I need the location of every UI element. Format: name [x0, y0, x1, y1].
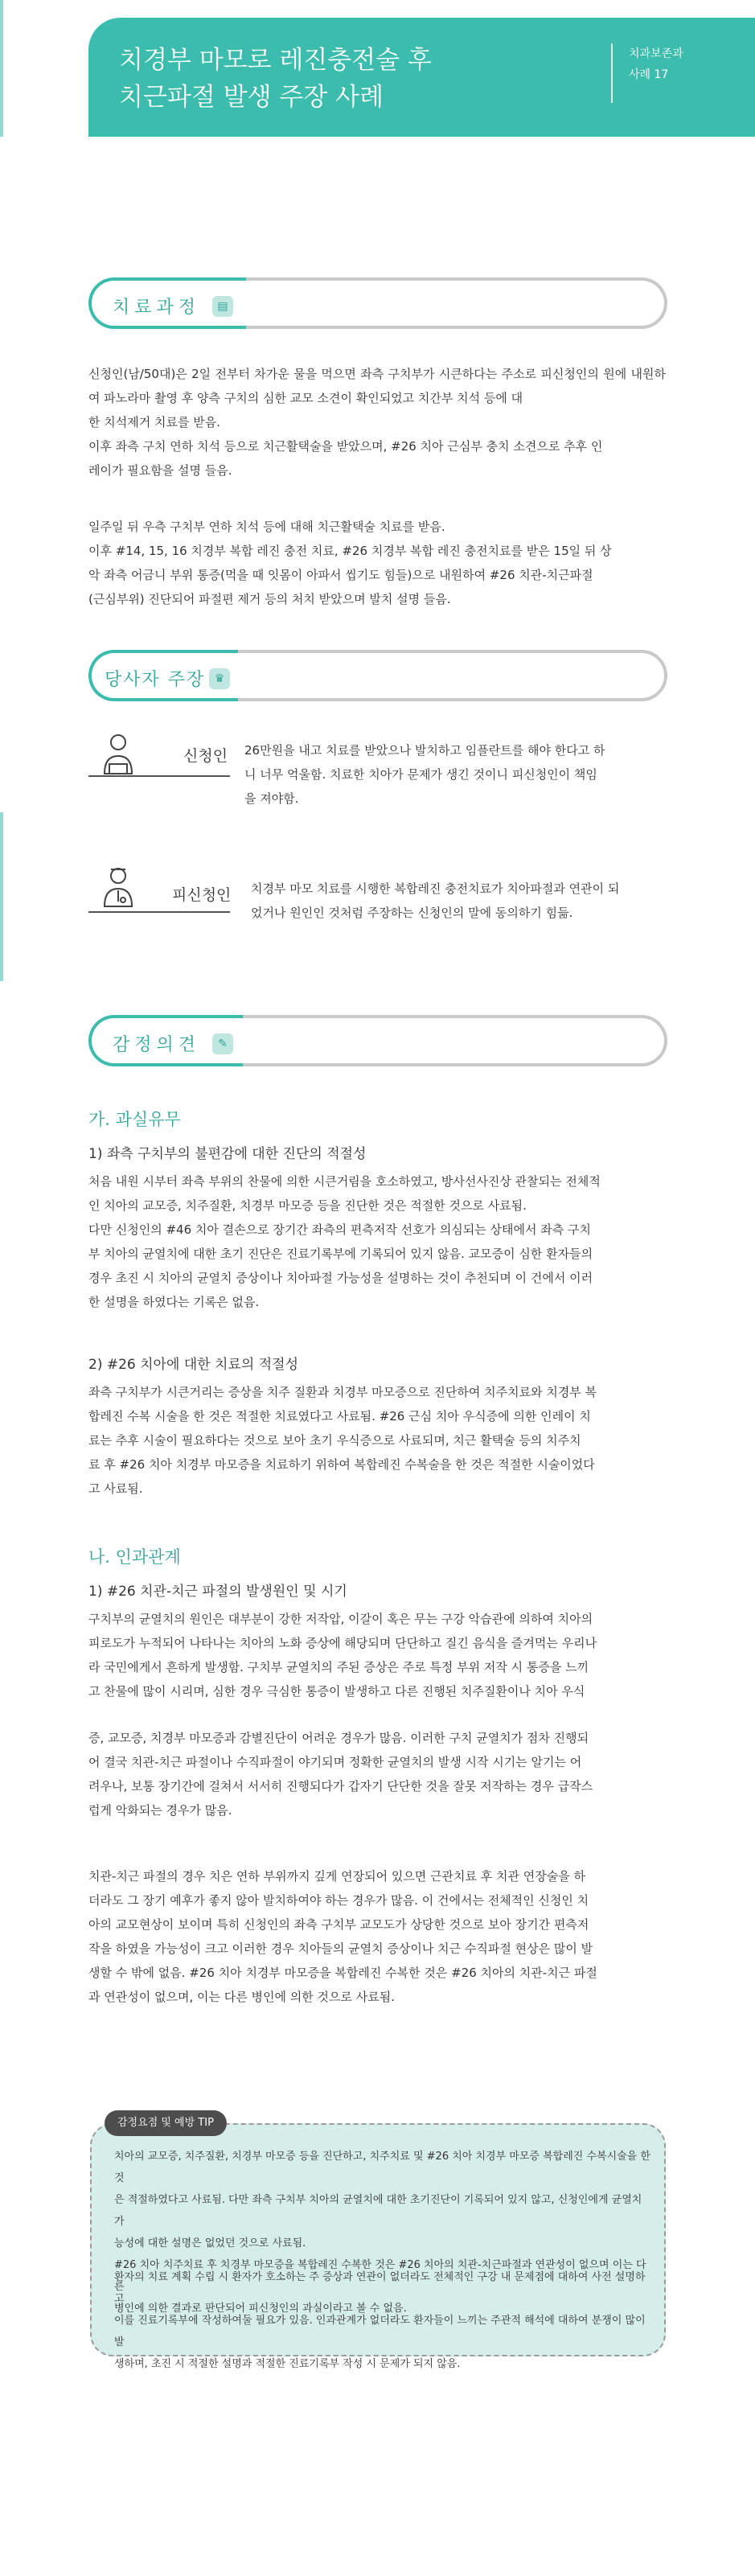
item-heading-treatment: 2) #26 치아에 대한 치료의 적절성: [88, 1357, 298, 1373]
page-header: [88, 18, 755, 137]
category-label: 치과보존과: [629, 47, 683, 60]
tip-tag: 감정요점 및 예방 TIP: [105, 2110, 227, 2136]
tip-text-1: 치아의 교모증, 치주질환, 치경부 마모증 등을 진단하고, 치주치료 및 #26 치아 치경부 마모증 복합레진 수복시술을 한 것 은 적절하였다고 사료됨. 다만 좌측 구치부 치아의 균열치에 대한 초기진단이 기록되어 있지 않고, 신청인에게 균열치 가 능성에 대한 설명은 없었던 것으로 사료됨. #26 치아 치주치료 후 치경부 마모증을 복합레진 수복한 것은 #26 치아의 치관-치근파절과 연관성이 없으며 이는 다른 병인에 의한 결과로 판단되어 피신청인의 과실이라고 볼 수 없음.: [114, 2151, 650, 2315]
respondent-claim: 치경부 마모 치료를 시행한 복합레진 충전치료가 치아파절과 연관이 되 었거나 원인인 것처럼 주장하는 신청인의 말에 동의하기 힘듦.: [251, 881, 620, 920]
subheading-causation: 나. 인과관계: [88, 1547, 181, 1567]
patient-icon: [98, 732, 138, 775]
section-rule: [246, 277, 667, 329]
respondent-label: 피신청인: [172, 886, 232, 904]
section-title: 당사자 주장: [105, 670, 206, 690]
clipboard-icon: ▤: [212, 296, 233, 317]
doctor-icon: [98, 865, 138, 908]
treatment-appropriateness-text: 좌측 구치부가 시큰거리는 증상을 치주 질환과 치경부 마모증으로 진단하여 치주치료와 치경부 복 합레진 수복 시술을 한 것은 적절한 치료였다고 사료됨. #26 근심 치아 우식증에 의한 인레이 치 료는 추후 시술이 필요하다는 것으로 보아 초기 우식증으로 사료되며, 치근 활택술 등의 치주치 료 후 #26 치아 치경부 마모증을 치료하기 위하여 복합레진 수복술을 한 것은 적절한 시술이었다 고 사료됨.: [88, 1385, 597, 1496]
person-icon: ♛: [209, 668, 230, 689]
section-header-opinion: [88, 1015, 667, 1066]
cause-text-2: 증, 교모증, 치경부 마모증과 감별진단이 어려운 경우가 많음. 이러한 구치 균열치가 점차 진행되 어 결국 치관-치근 파절이나 수직파절이 야기되며 정확한 균열치의 발생 시작 시기는 알기는 어 려우나, 보통 장기간에 걸쳐서 서서히 진행되다가 갑자기 단단한 것을 잘못 저작하는 경우 급작스 럽게 악화되는 경우가 많음.: [88, 1731, 593, 1818]
applicant-claim: 26만원을 내고 치료를 받았으나 발치하고 임플란트를 해야 한다고 하 니 너무 억울함. 치료한 치아가 문제가 생긴 것이니 피신청인이 책임 을 져야함.: [244, 743, 605, 806]
respondent-rule: [88, 911, 230, 913]
subheading-negligence: 가. 과실유무: [88, 1110, 181, 1129]
tip-text-2: 환자의 치료 계획 수립 시 환자가 호소하는 주 증상과 연관이 없더라도 전체적인 구강 내 문제점에 대하여 사전 설명하고 이를 진료기록부에 작성하여둘 필요가 있음. 인과관계가 없더라도 환자들이 느끼는 주관적 해석에 대하여 분쟁이 많이 발 생하며, 초진 시 적절한 설명과 적절한 진료기록부 작성 시 문제가 되지 않음.: [114, 2271, 646, 2370]
section-rule: [238, 650, 667, 701]
case-number: 사례 17: [629, 68, 669, 81]
section-title: 감정의견: [113, 1035, 201, 1055]
applicant-rule: [88, 775, 230, 777]
left-accent-bar-mid: [0, 812, 3, 981]
cause-text-1: 구치부의 균열치의 원인은 대부분이 강한 저작압, 이갈이 혹은 무는 구강 악습관에 의하여 치아의 피로도가 누적되어 나타나는 치아의 노화 증상에 해당되며 단단하고 질긴 음식을 즐겨먹는 우리나 라 국민에게서 흔하게 발생함. 구치부 균열치의 주된 증상은 주로 특정 부위 저작 시 통증을 느끼 고 찬물에 많이 시리며, 심한 경우 극심한 통증이 발생하고 다른 진행된 치주질환이나 치아 우식: [88, 1612, 597, 1699]
applicant-label: 신청인: [183, 747, 228, 765]
cause-text-3: 치관-치근 파절의 경우 치은 연하 부위까지 깊게 연장되어 있으면 근관치료 후 치관 연장술을 하 더라도 그 장기 예후가 좋지 않아 발치하여야 하는 경우가 많음. 이 건에서는 전체적인 신청인 치 아의 교모현상이 보이며 특히 신청인의 좌측 구치부 교모도가 상당한 것으로 보아 장기간 편측저 작을 하였을 가능성이 크고 이러한 경우 치아들의 균열치 증상이나 치근 수직파절 현상은 많이 발 생할 수 밖에 없음. #26 치아 치경부 마모증을 복합레진 수복한 것은 #26 치아의 치관-치근 파절 과 연관성이 없으며, 이는 다른 병인에 의한 것으로 사료됨.: [88, 1869, 597, 2004]
section-header-claims: [88, 650, 667, 701]
page-title: 치경부 마모로 레진충전술 후 치근파절 발생 주장 사례: [119, 46, 432, 112]
stamp-icon: ✎: [212, 1033, 233, 1054]
section-header-treatment: [88, 277, 667, 329]
section-rule: [243, 1015, 667, 1066]
case-label: [611, 43, 732, 103]
left-accent-bar-top: [0, 0, 3, 137]
treatment-text-2: 일주일 뒤 우측 구치부 연하 치석 등에 대해 치근활택술 치료를 받음. 이후 #14, 15, 16 치경부 복합 레진 충전 치료, #26 치경부 복합 레진 충전치료를 받은 15일 뒤 상 악 좌측 어금니 부위 통증(먹을 때 잇몸이 아파서 씹기도 힘들)으로 내원하여 #26 치관-치근파절 (근심부위) 진단되어 파절편 제거 등의 처치 받았으며 발치 설명 들음.: [88, 520, 612, 606]
item-heading-diagnosis: 1) 좌측 구치부의 불편감에 대한 진단의 적절성: [88, 1146, 367, 1162]
section-title: 치료과정: [113, 298, 201, 318]
diagnosis-text: 처음 내원 시부터 좌측 부위의 찬물에 의한 시큰거림을 호소하였고, 방사선사진상 관찰되는 전체적 인 치아의 교모증, 치주질환, 치경부 마모증 등을 진단한 것은 적절한 것으로 사료됨. 다만 신청인의 #46 치아 결손으로 장기간 좌측의 편측저작 선호가 의심되는 상태에서 좌측 구치 부 치아의 균열치에 대한 초기 진단은 진료기록부에 기록되어 있지 않음. 교모증이 심한 환자들의 경우 초진 시 치아의 균열치 증상이나 치아파절 가능성을 설명하는 것이 추천되며 이 건에서 이러 한 설명을 하였다는 기록은 없음.: [88, 1174, 601, 1309]
treatment-text-1: 신청인(남/50대)은 2일 전부터 차가운 물을 먹으면 좌측 구치부가 시큰하다는 주소로 피신청인의 원에 내원하여 파노라마 촬영 후 양측 구치의 심한 교모 소견이 확인되었고 치간부 치석 등에 대 한 치석제거 치료를 받음. 이후 좌측 구치 연하 치석 등으로 치근활택술을 받았으며, #26 치아 근심부 충치 소견으로 추후 인 레이가 필요함을 설명 들음.: [88, 367, 666, 478]
item-heading-cause: 1) #26 치관-치근 파절의 발생원인 및 시기: [88, 1584, 347, 1600]
